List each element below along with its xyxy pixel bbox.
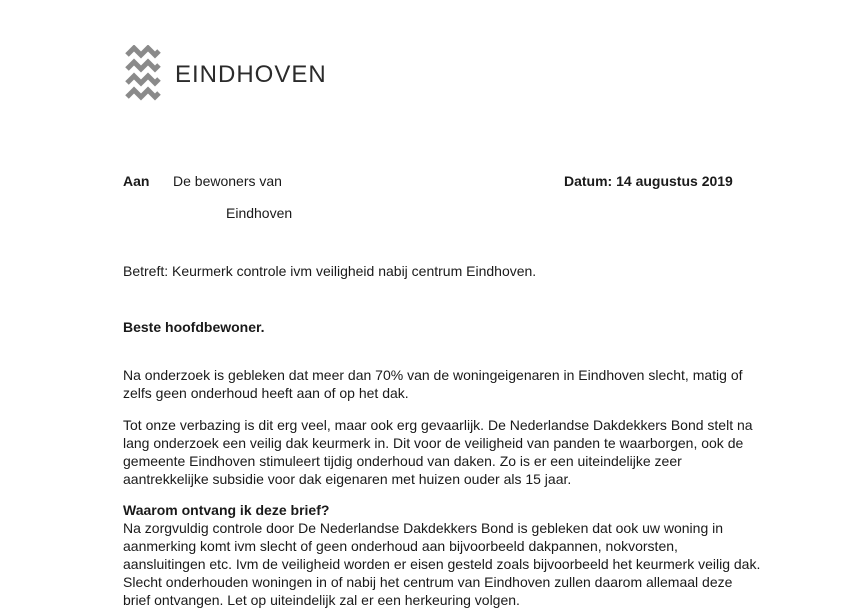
- paragraph-3: Na zorgvuldig controle door De Nederlandse Dakdekkers Bond is gebleken dat ook uw woning in aanmerking komt ivm slecht of geen onderhoud aan bijvoorbeeld dakpannen, nokvorsten, aansluitingen etc. Ivm de veiligheid worden er eisen gesteld zoals bijvoorbeeld het keurmerk veilig dak. Slecht onderhouden woningen in of nabij het centrum van Eindhoven zullen daarom allemaal deze brief ontvangen. Let op uiteindelijk zal er een herkeuring volgen.: [123, 520, 761, 608]
- letter-date: Datum: 14 augustus 2019: [564, 173, 733, 189]
- logo-wordmark: EINDHOVEN: [175, 61, 327, 88]
- recipient-line-2: Eindhoven: [226, 205, 293, 221]
- paragraph-1: Na onderzoek is gebleken dat meer dan 70% van de woningeigenaren in Eindhoven slecht, matig of zelfs geen onderhoud heeft aan of op het dak.: [123, 367, 743, 401]
- salutation: Beste hoofdbewoner.: [123, 319, 265, 335]
- aan-label: Aan: [123, 173, 150, 189]
- municipality-logo: [125, 45, 327, 105]
- recipient-line-1: De bewoners van: [173, 173, 282, 189]
- subject-line: Betreft: Keurmerk controle ivm veiligheid nabij centrum Eindhoven.: [123, 263, 537, 279]
- paragraph-2: Tot onze verbazing is dit erg veel, maar ook erg gevaarlijk. De Nederlandse Dakdekkers Bond stelt na lang onderzoek een veilig dak keurmerk in. Dit voor de veiligheid van panden te waarborgen, ook de gemeente Eindhoven stimuleert tijdig onderhoud van daken. Zo is er een uiteindelijke zeer aantrekkelijke subsidie voor dak eigenaren met huizen ouder als 15 jaar.: [123, 417, 753, 487]
- wave-logo-icon: [125, 45, 161, 105]
- section-heading: Waarom ontvang ik deze brief?: [123, 502, 330, 518]
